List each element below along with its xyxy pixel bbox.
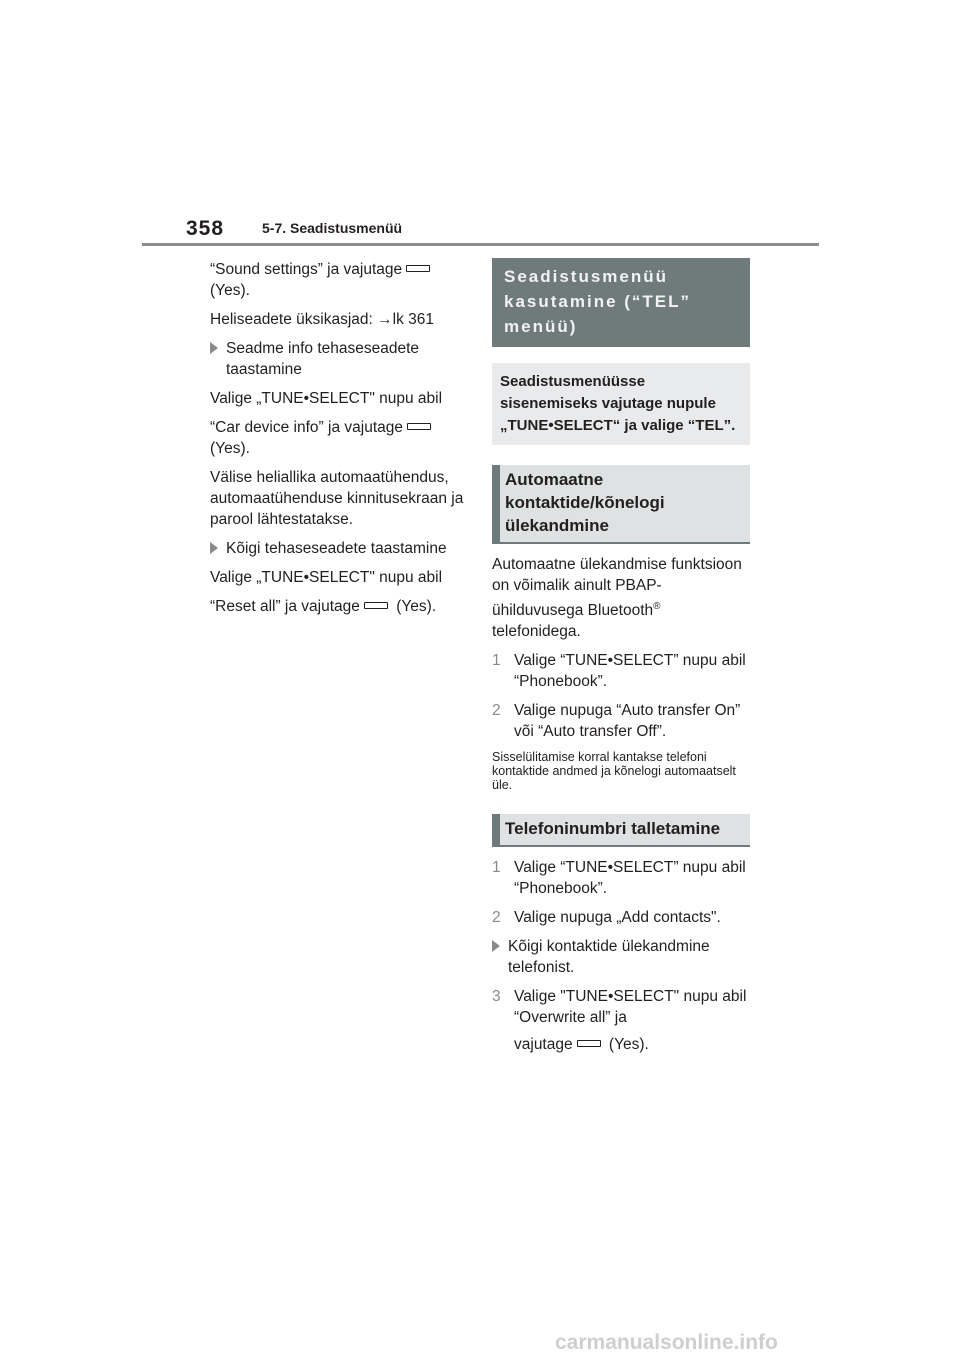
- text: telefonidega.: [492, 623, 581, 641]
- button-icon: [577, 1040, 601, 1047]
- paragraph: [210, 259, 465, 301]
- step-number: 1: [492, 859, 501, 877]
- step-item: [492, 857, 750, 899]
- step-item: [492, 986, 750, 1055]
- step-text: Valige nupuga “Auto transfer On” või “Auto transfer Off”.: [514, 702, 741, 741]
- step-number: 2: [492, 909, 501, 927]
- bullet-item: [210, 338, 465, 380]
- step-number: 2: [492, 702, 501, 720]
- step-text: Valige “TUNE•SELECT” nupu abil “Phonebook”.: [514, 859, 746, 898]
- text: “Sound settings” ja vajutage: [210, 261, 403, 278]
- text: “Reset all” ja vajutage: [210, 598, 360, 615]
- text: “Car device info” ja vajutage: [210, 419, 403, 436]
- watermark: carmanualsonline.info: [555, 1331, 778, 1354]
- paragraph: Heliseadete üksikasjad: →lk 361: [210, 311, 435, 328]
- bullet-text: Kõigi tehaseseadete taastamine: [226, 540, 447, 557]
- note: Sisselülitamise korral kantakse telefoni kontaktide andmed ja kõnelogi automaatselt üle.: [492, 750, 736, 793]
- left-column: [210, 259, 465, 625]
- text: (Yes).: [608, 1036, 649, 1054]
- step-text: Valige nupuga „Add contacts".: [514, 909, 721, 927]
- paragraph: Valige „TUNE•SELECT" nupu abil: [210, 569, 443, 586]
- header-rule: [142, 243, 819, 246]
- main-heading: Seadistusmenüü kasutamine (“TEL” menüü): [492, 258, 750, 347]
- paragraph: Valige „TUNE•SELECT" nupu abil: [210, 390, 443, 407]
- intro-box: Seadistusmenüüsse sisenemiseks vajutage nupule „TUNE•SELECT“ ja valige “TEL”.: [492, 363, 750, 445]
- step-text: Valige “TUNE•SELECT” nupu abil “Phonebook”.: [514, 652, 746, 691]
- bullet-text: Kõigi kontaktide ülekandmine telefonist.: [508, 938, 710, 977]
- paragraph: [492, 554, 750, 642]
- triangle-bullet-icon: [492, 940, 500, 952]
- triangle-bullet-icon: [210, 542, 218, 554]
- bullet-text: Seadme info tehaseseadete taastamine: [226, 340, 420, 378]
- triangle-bullet-icon: [210, 342, 218, 354]
- text: vajutage: [514, 1036, 573, 1054]
- step-number: 3: [492, 988, 501, 1006]
- paragraph: [210, 417, 465, 459]
- step-item: [492, 907, 750, 928]
- button-icon: [407, 423, 431, 430]
- text: Automaatne ülekandmise funktsioon on võimalik ainult PBAP-ühilduvusega Bluetooth: [492, 556, 742, 620]
- paragraph: [210, 596, 465, 617]
- button-icon: [364, 602, 388, 609]
- text: (Yes).: [396, 598, 437, 615]
- right-column: [492, 258, 750, 1063]
- subheading-store-number: Telefoninumbri talletamine: [492, 814, 750, 847]
- paragraph: Välise heliallika automaatühendus, automaatühenduse kinnitusekraan ja parool lähtestatakse.: [210, 469, 464, 528]
- subheading-auto-transfer: Automaatne kontaktide/kõnelogi ülekandmine: [492, 465, 750, 544]
- page-number: 358: [186, 217, 225, 240]
- step-item: [492, 650, 750, 692]
- step-item: [492, 700, 750, 742]
- text: Valige "TUNE•SELECT" nupu abil “Overwrite all” ja: [514, 988, 747, 1027]
- bullet-item: [492, 936, 750, 978]
- step-text: [514, 986, 750, 1055]
- section-title: 5-7. Seadistusmenüü: [262, 220, 403, 236]
- text: (Yes).: [210, 440, 250, 457]
- bullet-item: [210, 538, 465, 559]
- button-icon: [406, 265, 430, 272]
- registered-mark: ®: [653, 601, 661, 612]
- step-number: 1: [492, 652, 501, 670]
- text: (Yes).: [210, 282, 250, 299]
